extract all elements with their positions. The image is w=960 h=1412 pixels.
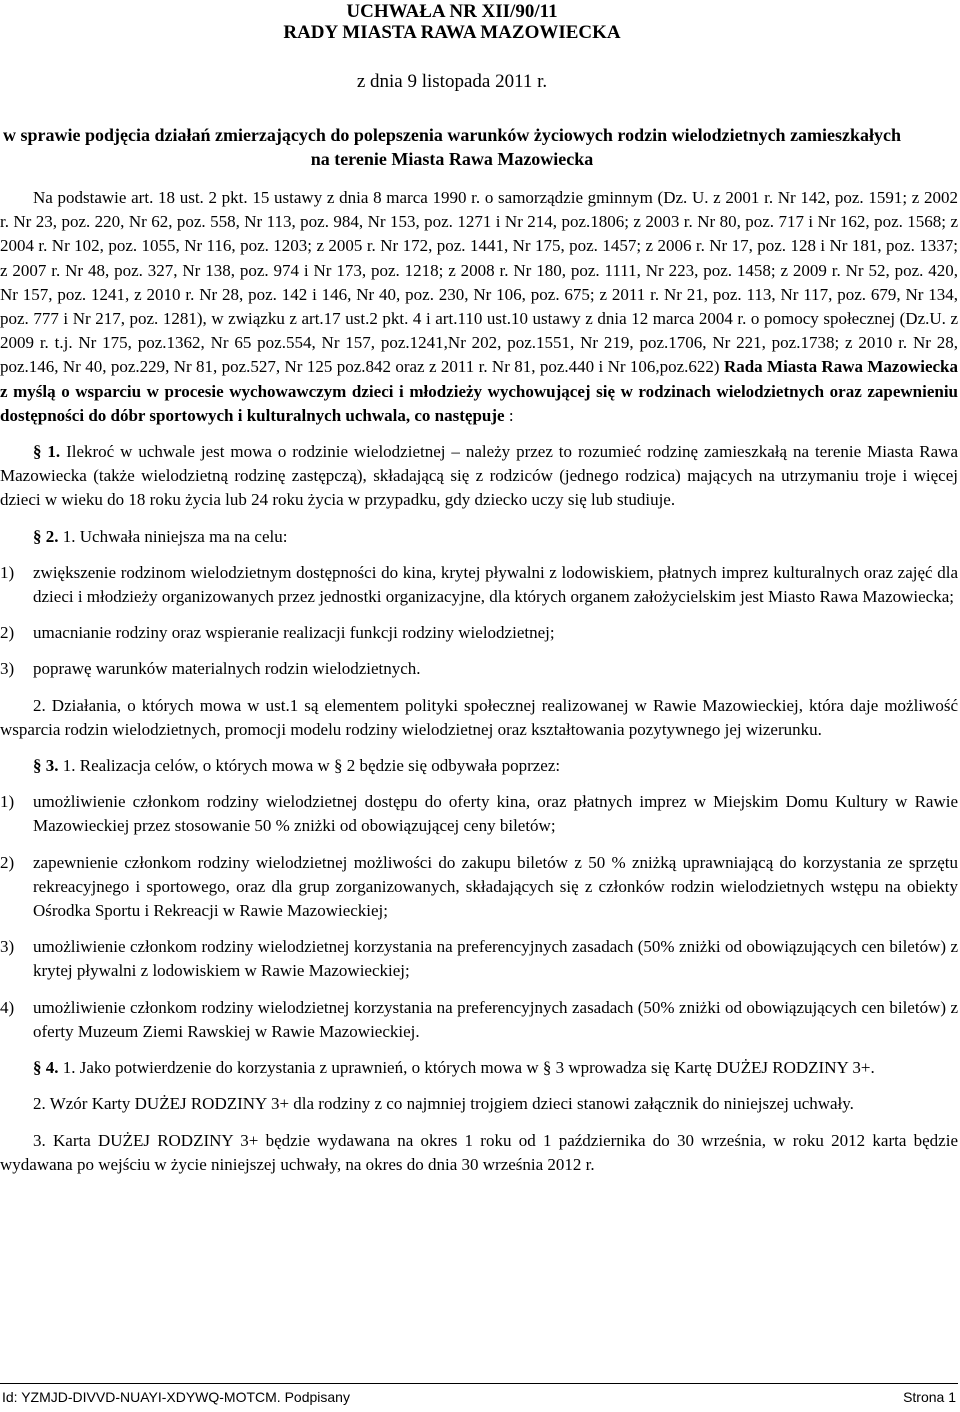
section-2-mark: § 2. <box>33 526 59 546</box>
section-2-paragraph-2: 2. Działania, o których mowa w ust.1 są elementem polityki społecznej realizowanej w Rawie Mazowieckiej, która daje możliwość wsparcia rodzin wielodzietnych, promocji modelu rodziny wielodzietnej oraz kształtowania pozytywnego jej wizerunku. <box>0 695 958 739</box>
list-item <box>0 935 958 983</box>
resolution-subject: w sprawie podjęcia działań zmierzających do polepszenia warunków życiowych rodzin wielodzietnych zamieszkałych na terenie Miasta Rawa Mazowiecka <box>2 125 902 169</box>
list-item <box>0 657 958 681</box>
list-item-text: umożliwienie członkom rodziny wielodzietnej korzystania na preferencyjnych zasadach (50% zniżki od obowiązujących cen biletów) z krytej pływalni z lodowiskiem w Rawie Mazowieckiej; <box>33 937 958 981</box>
list-item <box>0 851 958 924</box>
section-4-paragraph-2: 2. Wzór Karty DUŻEJ RODZINY 3+ dla rodziny z co najmniej trojgiem dzieci stanowi załącznik do niniejszej uchwały. <box>33 1094 854 1114</box>
list-item-number: 3) <box>0 659 15 679</box>
list-item-text: umożliwienie członkom rodziny wielodzietnej korzystania na preferencyjnych zasadach (50% zniżki od obowiązujących cen biletów) z oferty Muzeum Ziemi Rawskiej w Rawie Mazowieckiej. <box>33 997 958 1041</box>
list-item <box>0 790 958 838</box>
resolution-date: z dnia 9 listopada 2011 r. <box>356 71 548 92</box>
list-item-number: 2) <box>0 623 15 643</box>
list-item-number: 1) <box>0 562 15 582</box>
section-3-intro <box>0 754 958 778</box>
page-footer <box>0 1383 958 1412</box>
list-item <box>0 561 958 609</box>
section-1-text: Ilekroć w uchwale jest mowa o rodzinie wielodzietnej – należy przez to rozumieć rodzinę zamieszkałą na terenie Miasta Rawa Mazowiecka (także wielodzietną rodzinę zastępczą), składającą się z rodziców (jednego rodzica) mających na utrzymaniu troje i więcej dzieci w wieku do 18 roku życia lub 24 roku życia w przypadku, gdy dziecko uczy się lub studiuje. <box>0 442 958 510</box>
resolution-number: UCHWAŁA NR XII/90/11 <box>346 1 558 22</box>
list-item-text: umacnianie rodziny oraz wspieranie realizacji funkcji rodziny wielodzietnej; <box>33 623 555 643</box>
list-item-text: zapewnienie członkom rodziny wielodzietnej możliwości do zakupu biletów z 50 % zniżką uprawniającą do korzystania ze sprzętu rekreacyjnego i sportowego, oraz dla grup zorganizowanych, składających się z członków rodzin wielodzietnych wstępu na obiekty Ośrodka Sportu i Rekreacji w Rawie Mazowieckiej; <box>33 852 958 921</box>
preamble <box>0 186 958 428</box>
document-body <box>0 186 958 1177</box>
preamble-enacting-clause: Rada Miasta Rawa Mazowiecka z myślą o wsparciu w procesie wychowawczym dzieci i młodzieży wychowującej się w rodzinach wielodzietnych oraz zapewnieniu dostępności do dóbr sportowych i kulturalnych uchwala, co następuje <box>0 357 958 425</box>
list-item-text: zwiększenie rodzinom wielodzietnym dostępności do kina, krytej pływalni z lodowiskiem, płatnych imprez kulturalnych oraz zajęć dla dzieci i młodzieży organizowanych przez jednostki organizacyjne, dla których organem założycielskim jest Miasto Rawa Mazowiecka; <box>33 562 958 607</box>
section-3-mark: § 3. <box>33 756 59 776</box>
section-1-mark: § 1. <box>33 442 61 462</box>
document-id: Id: YZMJD-DIVVD-NUAYI-XDYWQ-MOTCM. Podpisany <box>2 1389 350 1405</box>
council-name: RADY MIASTA RAWA MAZOWIECKA <box>283 22 621 43</box>
list-item <box>0 621 958 645</box>
list-item-number: 2) <box>0 852 15 872</box>
list-item-text: poprawę warunków materialnych rodzin wielodzietnych. <box>33 659 421 679</box>
section-4-paragraph-3: 3. Karta DUŻEJ RODZINY 3+ będzie wydawana na okres 1 roku od 1 października do 30 września, w roku 2012 karta będzie wydawana po wejściu w życie niniejszej uchwały, na okres do dnia 30 września 2012 r. <box>0 1130 958 1174</box>
list-item-text: umożliwienie członkom rodziny wielodzietnej dostępu do oferty kina, oraz płatnych imprez w Miejskim Domu Kultury w Rawie Mazowieckiej przez stosowanie 50 % zniżki od obowiązującej ceny biletów; <box>33 792 958 836</box>
list-item-number: 4) <box>0 997 15 1017</box>
section-1 <box>0 440 958 513</box>
preamble-text: Na podstawie art. 18 ust. 2 pkt. 15 ustawy z dnia 8 marca 1990 r. o samorządzie gminnym (Dz. U. z 2001 r. Nr 142, poz. 1591; z 2002 r. Nr 23, poz. 220, Nr 62, poz. 558, Nr 113, poz. 984, Nr 153, poz. 1271 i Nr 214, poz.1806; z 2003 r. Nr 80, poz. 717 i Nr 162, poz. 1568; z 2004 r. Nr 102, poz. 1055, Nr 116, poz. 1203; z 2005 r. Nr 172, poz. 1441, Nr 175, poz. 1457; z 2006 r. Nr 17, poz. 128 i Nr 181, poz. 1337; z 2007 r. Nr 48, poz. 327, Nr 138, poz. 974 i Nr 173, poz. 1218; z 2008 r. Nr 180, poz. 1111, Nr 223, poz. 1458; z 2009 r. Nr 52, poz. 420, Nr 157, poz. 1241, z 2010 r. Nr 28, poz. 142 i 146, Nr 40, poz. 230, Nr 106, poz. 675; z 2011 r. Nr 21, poz. 113, Nr 117, poz. 679, Nr 134, poz. 777 i Nr 217, poz. 1281), w związku z art.17 ust.2 pkt. 4 i art.110 ust.10 ustawy z dnia 12 marca 2004 r. o pomocy społecznej (Dz.U. z 2009 r. t.j. Nr 175, poz.1362, Nr 65 poz.554, Nr 157, poz.1241,Nr 202, poz.1551, Nr 219, poz.1706, Nr 221, poz.1738; z 2010 r. Nr 28, poz.146, Nr 40, poz.229, Nr 81, poz.527, Nr 125 poz.842 oraz z 2011 r. Nr 81, poz.440 i Nr 106,poz.622) <box>0 188 958 377</box>
list-item-number: 3) <box>0 937 15 957</box>
preamble-end: : <box>504 405 514 425</box>
section-4-paragraph-1 <box>0 1056 958 1080</box>
list-item-number: 1) <box>0 792 15 812</box>
page-number: Strona 1 <box>903 1389 956 1405</box>
section-2-intro <box>0 525 958 549</box>
section-3-intro-text: 1. Realizacja celów, o których mowa w § 2 będzie się odbywała poprzez: <box>58 756 561 776</box>
list-item <box>0 996 958 1044</box>
section-2-intro-text: 1. Uchwała niniejsza ma na celu: <box>58 526 288 546</box>
section-4-mark: § 4. <box>33 1058 59 1078</box>
section-4-paragraph-1-text: 1. Jako potwierdzenie do korzystania z uprawnień, o których mowa w § 3 wprowadza się Kartę DUŻEJ RODZINY 3+. <box>58 1058 875 1078</box>
